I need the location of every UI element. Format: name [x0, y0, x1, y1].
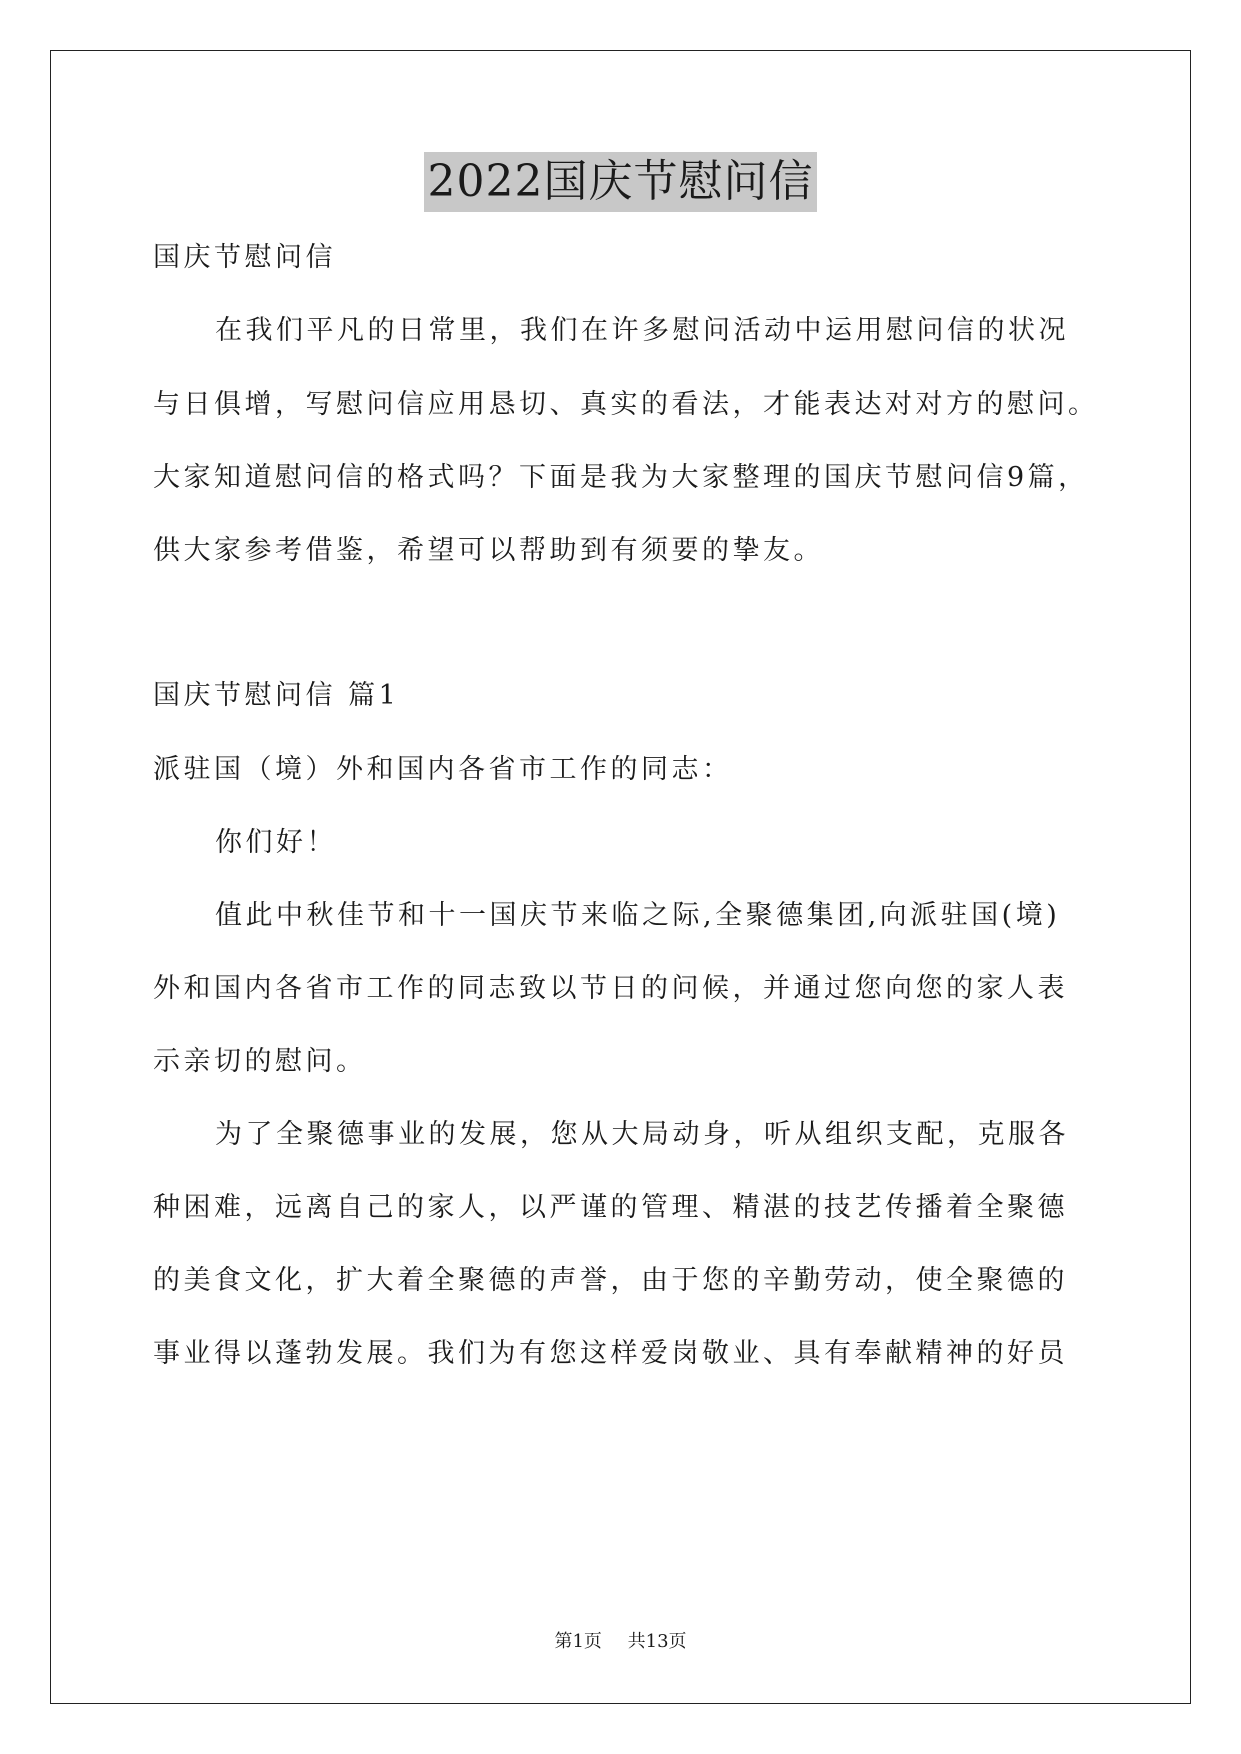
paragraph-line: 事业得以蓬勃发展。我们为有您这样爱岗敬业、具有奉献精神的好员 — [153, 1338, 1068, 1369]
paragraph-line: 种困难，远离自己的家人，以严谨的管理、精湛的技艺传播着全聚德 — [153, 1192, 1068, 1223]
paragraph-line: 为了全聚德事业的发展，您从大局动身，听从组织支配，克服各 — [215, 1119, 1069, 1150]
page-footer — [0, 1630, 1241, 1654]
paragraph-line: 在我们平凡的日常里，我们在许多慰问活动中运用慰问信的状况 — [215, 315, 1069, 346]
total-page-count: 共13页 — [627, 1631, 687, 1652]
document-title: 2022国庆节慰问信 — [424, 152, 818, 212]
greeting: 你们好！ — [215, 827, 337, 858]
paragraph-line: 与日俱增，写慰问信应用恳切、真实的看法，才能表达对对方的慰问。 — [153, 389, 1099, 420]
section-heading: 国庆节慰问信 篇1 — [153, 680, 400, 711]
current-page-number: 第1页 — [554, 1631, 602, 1652]
section-heading: 国庆节慰问信 — [153, 242, 336, 273]
paragraph-line: 示亲切的慰问。 — [153, 1046, 367, 1077]
paragraph-line: 外和国内各省市工作的同志致以节日的问候，并通过您向您的家人表 — [153, 973, 1068, 1004]
paragraph-line: 供大家参考借鉴，希望可以帮助到有须要的挚友。 — [153, 535, 824, 566]
paragraph-line: 大家知道慰问信的格式吗？下面是我为大家整理的国庆节慰问信9篇， — [153, 462, 1089, 493]
title-wrap — [0, 152, 1241, 212]
paragraph-line: 的美食文化，扩大着全聚德的声誉，由于您的辛勤劳动，使全聚德的 — [153, 1265, 1068, 1296]
salutation: 派驻国（境）外和国内各省市工作的同志： — [153, 754, 733, 785]
page-border — [50, 50, 1191, 1704]
paragraph-line: 值此中秋佳节和十一国庆节来临之际,全聚德集团,向派驻国(境) — [215, 900, 1061, 931]
